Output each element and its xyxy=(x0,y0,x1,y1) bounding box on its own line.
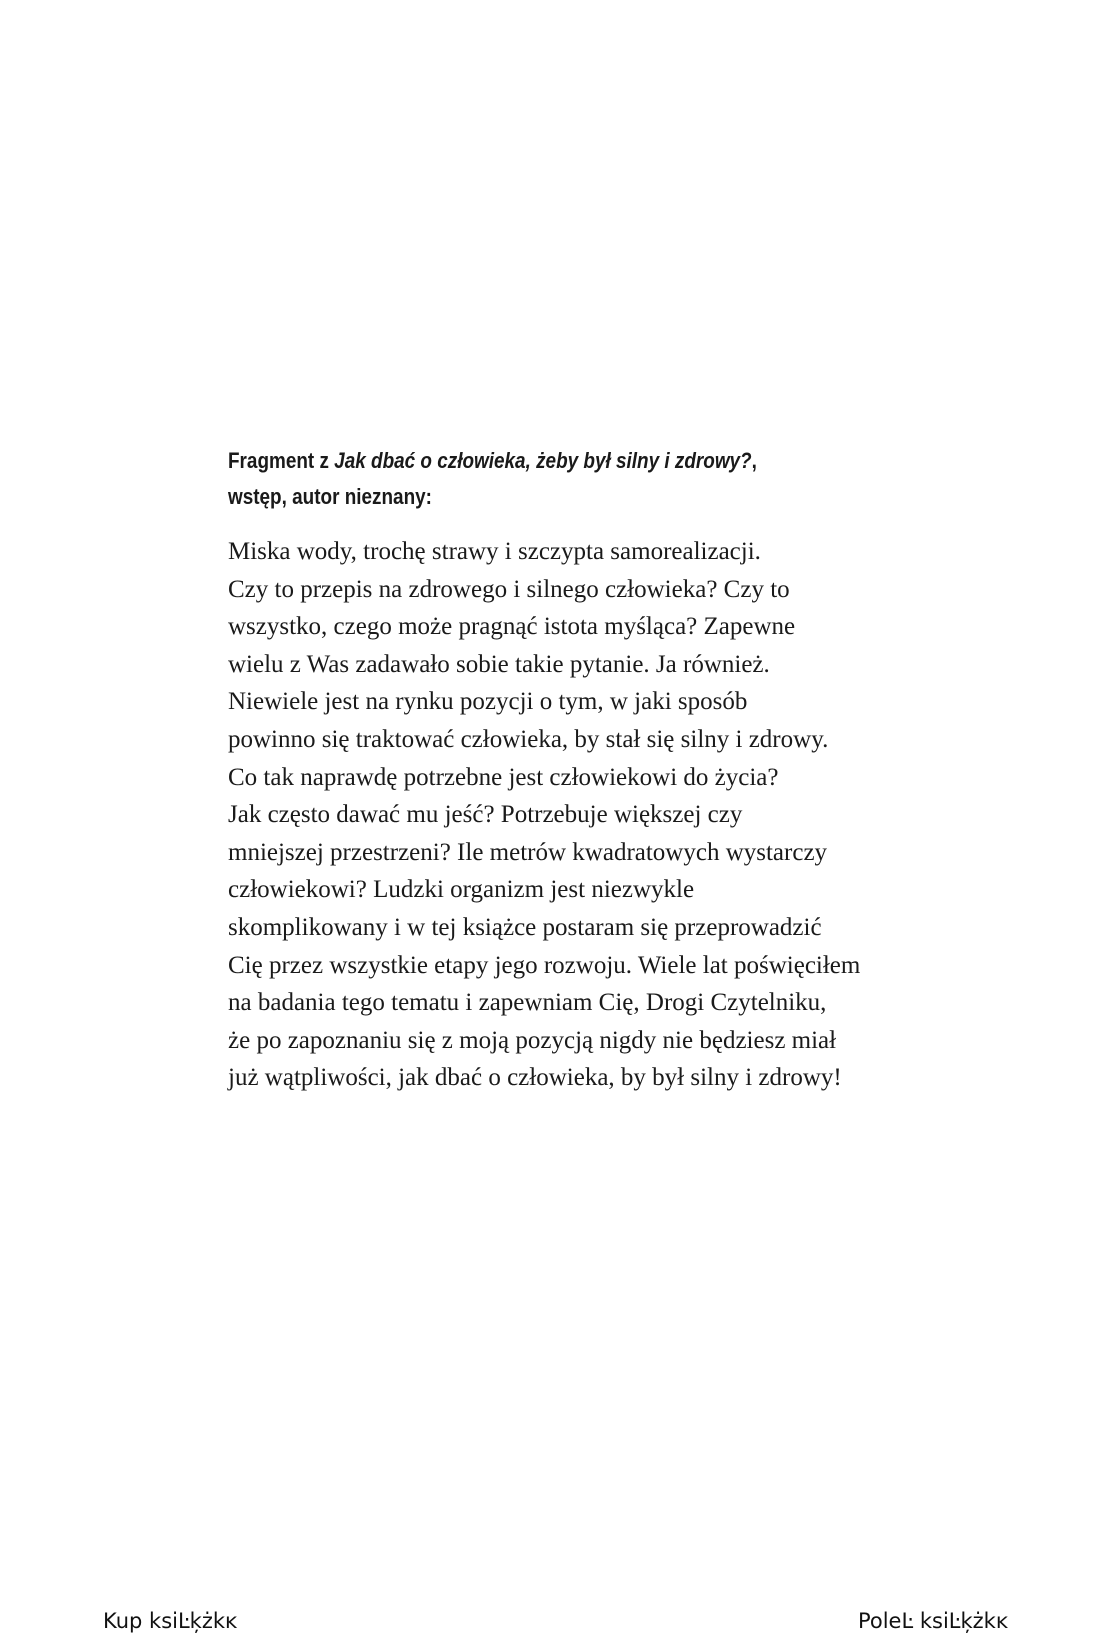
book-title: Jak dbać o człowieka, żeby był silny i zdrowy? xyxy=(334,448,752,473)
heading-line-2: wstęp, autor nieznany: xyxy=(228,484,432,509)
body-line: na badania tego tematu i zapewniam Cię, Drogi Czytelniku, xyxy=(228,989,827,1017)
body-line: powinno się traktować człowieka, by stał się silny i zdrowy. xyxy=(228,725,829,753)
body-line: Jak często dawać mu jeść? Potrzebuje większej czy xyxy=(228,801,743,829)
fragment-heading xyxy=(228,443,847,515)
body-line: że po zapoznaniu się z moją pozycją nigdy nie będziesz miał xyxy=(228,1026,837,1054)
body-line: Co tak naprawdę potrzebne jest człowiekowi do życia? xyxy=(228,763,779,791)
body-line: Niewiele jest na rynku pozycji o tym, w jaki sposób xyxy=(228,688,748,716)
body-line: już wątpliwości, jak dbać o człowieka, by był silny i zdrowy! xyxy=(228,1064,842,1092)
body-line: mniejszej przestrzeni? Ile metrów kwadratowych wystarczy xyxy=(228,838,828,866)
fragment-body xyxy=(228,533,908,1097)
body-line: człowiekowi? Ludzki organizm jest niezwykle xyxy=(228,876,695,904)
body-line: Czy to przepis na zdrowego i silnego człowieka? Czy to xyxy=(228,575,790,603)
body-line: wszystko, czego może pragnąć istota myśląca? Zapewne xyxy=(228,613,796,641)
heading-prefix: Fragment z xyxy=(228,448,335,473)
body-line: Cię przez wszystkie etapy jego rozwoju. Wiele lat poświęciłem xyxy=(228,951,861,979)
body-line: skomplikowany i w tej książce postaram się przeprowadzić xyxy=(228,913,822,941)
body-line: Miska wody, trochę strawy i szczypta samorealizacji. xyxy=(228,538,761,565)
recommend-book-link[interactable]: PoleĿ ksiĿķżkĸ xyxy=(857,1609,1008,1633)
buy-book-link[interactable]: Kup ksiĿķżkĸ xyxy=(103,1609,238,1633)
heading-line-1 xyxy=(228,443,847,479)
body-line: wielu z Was zadawało sobie takie pytanie. Ja również. xyxy=(228,650,770,678)
heading-suffix: , xyxy=(751,448,757,473)
